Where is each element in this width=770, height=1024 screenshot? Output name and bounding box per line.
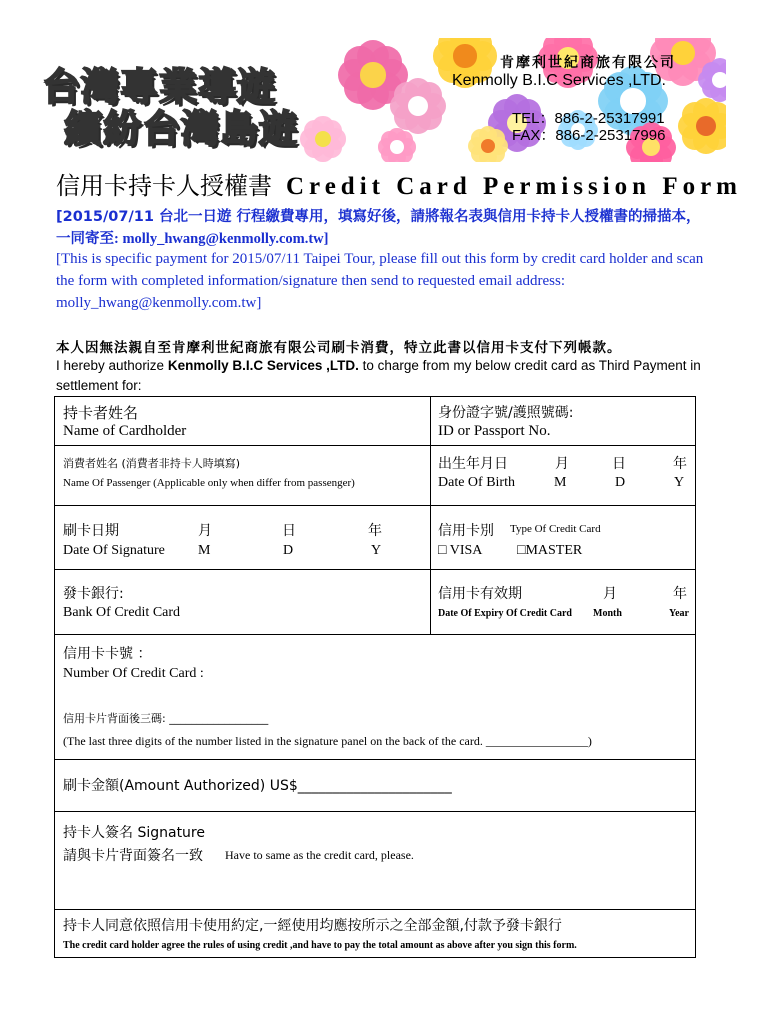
expiry-label-cn: 信用卡有效期	[438, 586, 522, 602]
sign-month-cn: 月	[198, 523, 212, 539]
dob-day-en: D	[615, 475, 626, 490]
notice-en: [This is specific payment for 2015/07/11 Taipei Tour, please fill out this form by credit card holder and scan the form with completed information/signature then send to requested email address: molly_hwang@kenmolly.com.tw]	[56, 251, 704, 311]
dob-month-en: M	[554, 475, 567, 490]
flower-shape	[468, 126, 508, 162]
sign-date-label-cn: 刷卡日期	[63, 523, 119, 539]
agreement-en: The credit card holder agree the rules of using credit ,and have to pay the total amount as above after you sign this form.	[63, 940, 577, 951]
cvv-label-en: (The last three digits of the number listed in the signature panel on the back of the card. _________________)	[63, 734, 592, 748]
expiry-month-en: Month	[593, 608, 622, 619]
expiry-year-en: Year	[669, 608, 689, 619]
card-type-label-en: Type Of Credit Card	[510, 523, 601, 535]
company-name-en: Kenmolly B.I.C Services ,LTD.	[452, 72, 666, 89]
sign-month-en: M	[198, 543, 211, 558]
page-title-en: Credit Card Permission Form	[286, 173, 743, 200]
authorization-prefix: I hereby authorize	[56, 358, 168, 373]
notice-cn-line2: 一同寄至: molly_hwang@kenmolly.com.tw]	[56, 231, 329, 247]
passenger-label-cn: 消費者姓名 (消費者非持卡人時填寫)	[63, 457, 241, 470]
sign-day-en: D	[283, 543, 294, 558]
dob-day-cn: 日	[612, 456, 626, 472]
flower-shape	[378, 128, 416, 162]
page-title	[56, 166, 742, 201]
bank-label-en: Bank Of Credit Card	[63, 605, 181, 620]
signature-note-en: Have to same as the credit card, please.	[225, 848, 414, 862]
authorization-form	[54, 396, 696, 958]
sign-day-cn: 日	[282, 523, 296, 539]
authorization-cn: 本人因無法親自至肯摩利世紀商旅有限公司刷卡消費，特立此書以信用卡支付下列帳款。	[56, 340, 622, 356]
flower-shape	[390, 78, 446, 134]
sign-year-cn: 年	[368, 523, 382, 539]
cvv-label-cn: 信用卡片背面後三碼: __________________	[63, 712, 269, 725]
expiry-label-en: Date Of Expiry Of Credit Card	[438, 608, 572, 619]
dob-label-en: Date Of Birth	[438, 475, 515, 490]
telephone: TEL：886-2-25317991	[512, 110, 665, 127]
dob-year-cn: 年	[673, 456, 687, 472]
cardholder-label-en: Name of Cardholder	[63, 423, 187, 439]
flower-shape	[678, 98, 726, 154]
notice-cn-line1: [2015/07/11 台北一日遊 行程繳費專用，填寫好後，請將報名表與信用卡持卡人授權書的掃描本，	[56, 209, 701, 225]
bank-label-cn: 發卡銀行:	[63, 586, 124, 602]
company-name-cn: 肯摩利世紀商旅有限公司	[500, 55, 676, 71]
signature-title: 持卡人簽名 Signature	[63, 825, 205, 841]
id-label-en: ID or Passport No.	[438, 423, 551, 439]
cardholder-label-cn: 持卡者姓名	[63, 404, 139, 422]
notice-cn	[56, 206, 716, 250]
dob-label-cn: 出生年月日	[438, 456, 508, 472]
master-checkbox[interactable]: □MASTER	[517, 543, 583, 558]
signature-note-cn: 請與卡片背面簽名一致	[63, 848, 203, 864]
card-number-label-cn: 信用卡卡號 ：	[63, 646, 152, 662]
banner-title-line1: 台灣專業導遊	[42, 65, 277, 109]
card-type-label-cn: 信用卡別	[438, 523, 494, 539]
fax: FAX：886-2-25317996	[512, 127, 666, 144]
amount-label: 刷卡金額(Amount Authorized) US$______________________	[63, 778, 452, 794]
passenger-label-en: Name Of Passenger (Applicable only when differ from passenger)	[63, 477, 355, 489]
card-number-label-en: Number Of Credit Card :	[63, 666, 204, 681]
visa-checkbox[interactable]: □ VISA	[438, 543, 483, 558]
dob-year-en: Y	[674, 475, 685, 490]
sign-year-en: Y	[371, 543, 382, 558]
authorization-suffix: to charge from my below credit card as Third Payment in settlement for:	[56, 358, 701, 393]
expiry-month-cn: 月	[603, 586, 617, 602]
authorization-en	[56, 356, 716, 396]
page-title-cn: 信用卡持卡人授權書	[56, 172, 272, 200]
dob-month-cn: 月	[555, 456, 569, 472]
authorization-company: Kenmolly B.I.C Services ,LTD.	[167, 358, 359, 373]
header-banner	[38, 38, 726, 162]
id-label-cn: 身份證字號/護照號碼:	[438, 405, 574, 421]
expiry-year-cn: 年	[673, 586, 687, 602]
flower-shape	[300, 116, 346, 162]
agreement-cn: 持卡人同意依照信用卡使用約定,一經使用均應按所示之全部金額,付款予發卡銀行	[63, 918, 562, 934]
banner-title-line2: 繽紛台灣島遊	[64, 107, 299, 151]
sign-date-label-en: Date Of Signature	[63, 543, 165, 558]
